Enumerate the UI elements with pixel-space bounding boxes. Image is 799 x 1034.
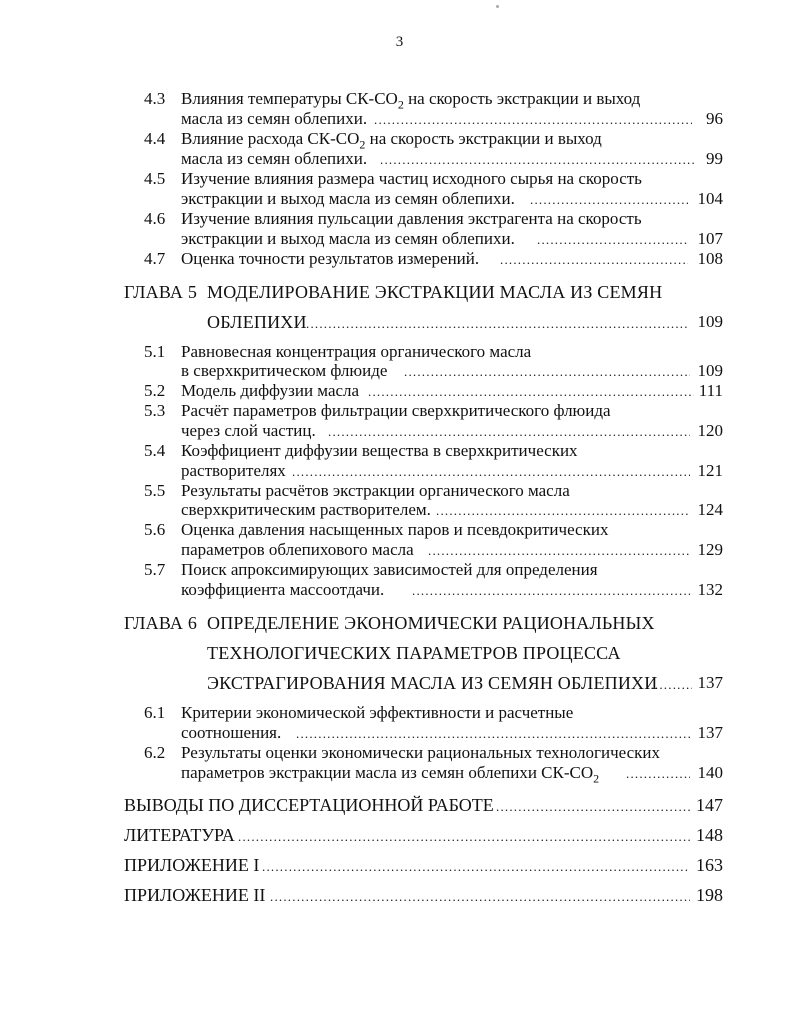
chapter-label: ГЛАВА 6: [124, 613, 198, 633]
page-ref: 104: [697, 189, 723, 208]
section-title-line1: Критерии экономической эффективности и расчетные: [181, 703, 574, 722]
section-title-line1: Изучение влияния пульсации давления экстрагента на скорость: [181, 209, 642, 228]
leader-dots: [530, 192, 688, 208]
page-ref: 99: [706, 149, 723, 168]
page-ref: 111: [698, 381, 723, 400]
section-number: 6.1: [144, 703, 166, 722]
leader-dots: [270, 889, 690, 905]
leader-dots: [626, 766, 690, 782]
page-ref: 137: [697, 673, 723, 692]
section-title-line2: коэффициента массоотдачи.: [181, 580, 385, 599]
page-ref: 163: [696, 855, 723, 875]
page-ref: 121: [697, 461, 723, 480]
leader-dots: [328, 424, 690, 440]
section-title-line2: параметров экстракции масла из семян облепихи $СК-СО_2$: [181, 763, 600, 786]
chapter-title-line1: ОПРЕДЕЛЕНИЕ ЭКОНОМИЧЕСКИ РАЦИОНАЛЬНЫХ: [207, 613, 655, 633]
leader-dots: [374, 112, 692, 128]
leader-dots: [262, 859, 690, 875]
top-level-title: ПРИЛОЖЕНИЕ II: [124, 885, 266, 905]
section-title-line1: Изучение влияния размера частиц исходного сырья на скорость: [181, 169, 642, 188]
page-number: 3: [395, 34, 404, 50]
section-title-line1: Оценка точности результатов измерений.: [181, 249, 480, 268]
chapter-label: ГЛАВА 5: [124, 282, 198, 302]
scan-speck: [496, 5, 499, 8]
section-number: 4.5: [144, 169, 166, 188]
section-number: 4.4: [144, 129, 166, 148]
section-number: 5.5: [144, 481, 166, 500]
section-title-line1: Оценка давления насыщенных паров и псевдокритических: [181, 520, 609, 539]
top-level-title: ПРИЛОЖЕНИЕ I: [124, 855, 260, 875]
page-ref: 107: [697, 229, 723, 248]
section-title-line2: через слой частиц.: [181, 421, 316, 440]
leader-dots: [306, 316, 689, 332]
section-number: 5.2: [144, 381, 166, 400]
leader-dots: [537, 232, 688, 248]
leader-dots: [238, 829, 690, 845]
section-title-line1: Результаты расчётов экстракции органического масла: [181, 481, 570, 500]
chapter-title-line3: ЭКСТРАГИРОВАНИЯ МАСЛА ИЗ СЕМЯН ОБЛЕПИХИ: [207, 673, 658, 693]
page-ref: 109: [697, 312, 723, 331]
chapter-title-line2: ТЕХНОЛОГИЧЕСКИХ ПАРАМЕТРОВ ПРОЦЕССА: [207, 643, 621, 663]
leader-dots: [296, 726, 690, 742]
top-level-title: ВЫВОДЫ ПО ДИССЕРТАЦИОННОЙ РАБОТЕ: [124, 795, 494, 815]
chapter-title-line1: МОДЕЛИРОВАНИЕ ЭКСТРАКЦИИ МАСЛА ИЗ СЕМЯН: [207, 282, 663, 302]
section-number: 4.7: [144, 249, 166, 268]
leader-dots: [412, 583, 690, 599]
leader-dots: [368, 384, 694, 400]
leader-dots: [380, 152, 695, 168]
page-ref: 108: [697, 249, 723, 268]
section-number: 5.4: [144, 441, 166, 460]
section-title-line1: Влияние расхода $СК-СО_2$ на скорость экстракции и выход: [181, 129, 602, 152]
page-ref: 124: [697, 500, 723, 519]
leader-dots: [500, 252, 688, 268]
page-ref: 140: [697, 763, 723, 782]
section-title-line2: соотношения.: [181, 723, 282, 742]
section-title-line2: экстракции и выход масла из семян облепихи.: [181, 229, 515, 248]
section-title-line2: масла из семян облепихи.: [181, 109, 368, 128]
section-title-line1: Влияния температуры $СК-СО_2$ на скорость экстракции и выход: [181, 89, 641, 112]
page-ref: 147: [696, 795, 723, 815]
section-title-line2: масла из семян облепихи.: [181, 149, 368, 168]
page-ref: 137: [697, 723, 723, 742]
section-number: 4.6: [144, 209, 166, 228]
page-ref: 120: [697, 421, 723, 440]
leader-dots: [292, 464, 690, 480]
page-ref: 148: [696, 825, 723, 845]
section-title-line2: параметров облепихового масла: [181, 540, 414, 559]
page-ref: 132: [697, 580, 723, 599]
page-ref: 129: [697, 540, 723, 559]
section-title-line1: Расчёт параметров фильтрации сверхкритического флюида: [181, 401, 611, 420]
section-number: 5.1: [144, 342, 166, 361]
section-number: 5.6: [144, 520, 166, 539]
section-title-line2: растворителях: [181, 461, 286, 480]
subscript: 2: [359, 137, 366, 152]
section-title-line1: Результаты оценки экономически рациональных технологических: [181, 743, 661, 762]
chapter-title-line2: ОБЛЕПИХИ: [207, 312, 307, 332]
section-number: 6.2: [144, 743, 166, 762]
page-ref: 109: [697, 361, 723, 380]
section-title-line2: сверхкритическим растворителем.: [181, 500, 431, 519]
page-ref: 198: [696, 885, 723, 905]
section-title-line2: экстракции и выход масла из семян облепихи.: [181, 189, 515, 208]
section-number: 5.7: [144, 560, 166, 579]
section-number: 5.3: [144, 401, 166, 420]
leader-dots: [404, 364, 690, 380]
leader-dots: [646, 677, 692, 693]
subscript: 2: [397, 97, 404, 112]
leader-dots: [428, 543, 690, 559]
leader-dots: [436, 503, 690, 519]
section-title-line1: Равновесная концентрация органического масла: [181, 342, 532, 361]
page-ref: 96: [706, 109, 723, 128]
leader-dots: [496, 799, 690, 815]
section-number: 4.3: [144, 89, 166, 108]
section-title-line1: Коэффициент диффузии вещества в сверхкритических: [181, 441, 578, 460]
subscript: 2: [593, 771, 600, 786]
top-level-title: ЛИТЕРАТУРА: [124, 825, 235, 845]
section-title-line2: в сверхкритическом флюиде: [181, 361, 388, 380]
section-title-line1: Модель диффузии масла: [181, 381, 360, 400]
section-title-line1: Поиск апроксимирующих зависимостей для определения: [181, 560, 598, 579]
